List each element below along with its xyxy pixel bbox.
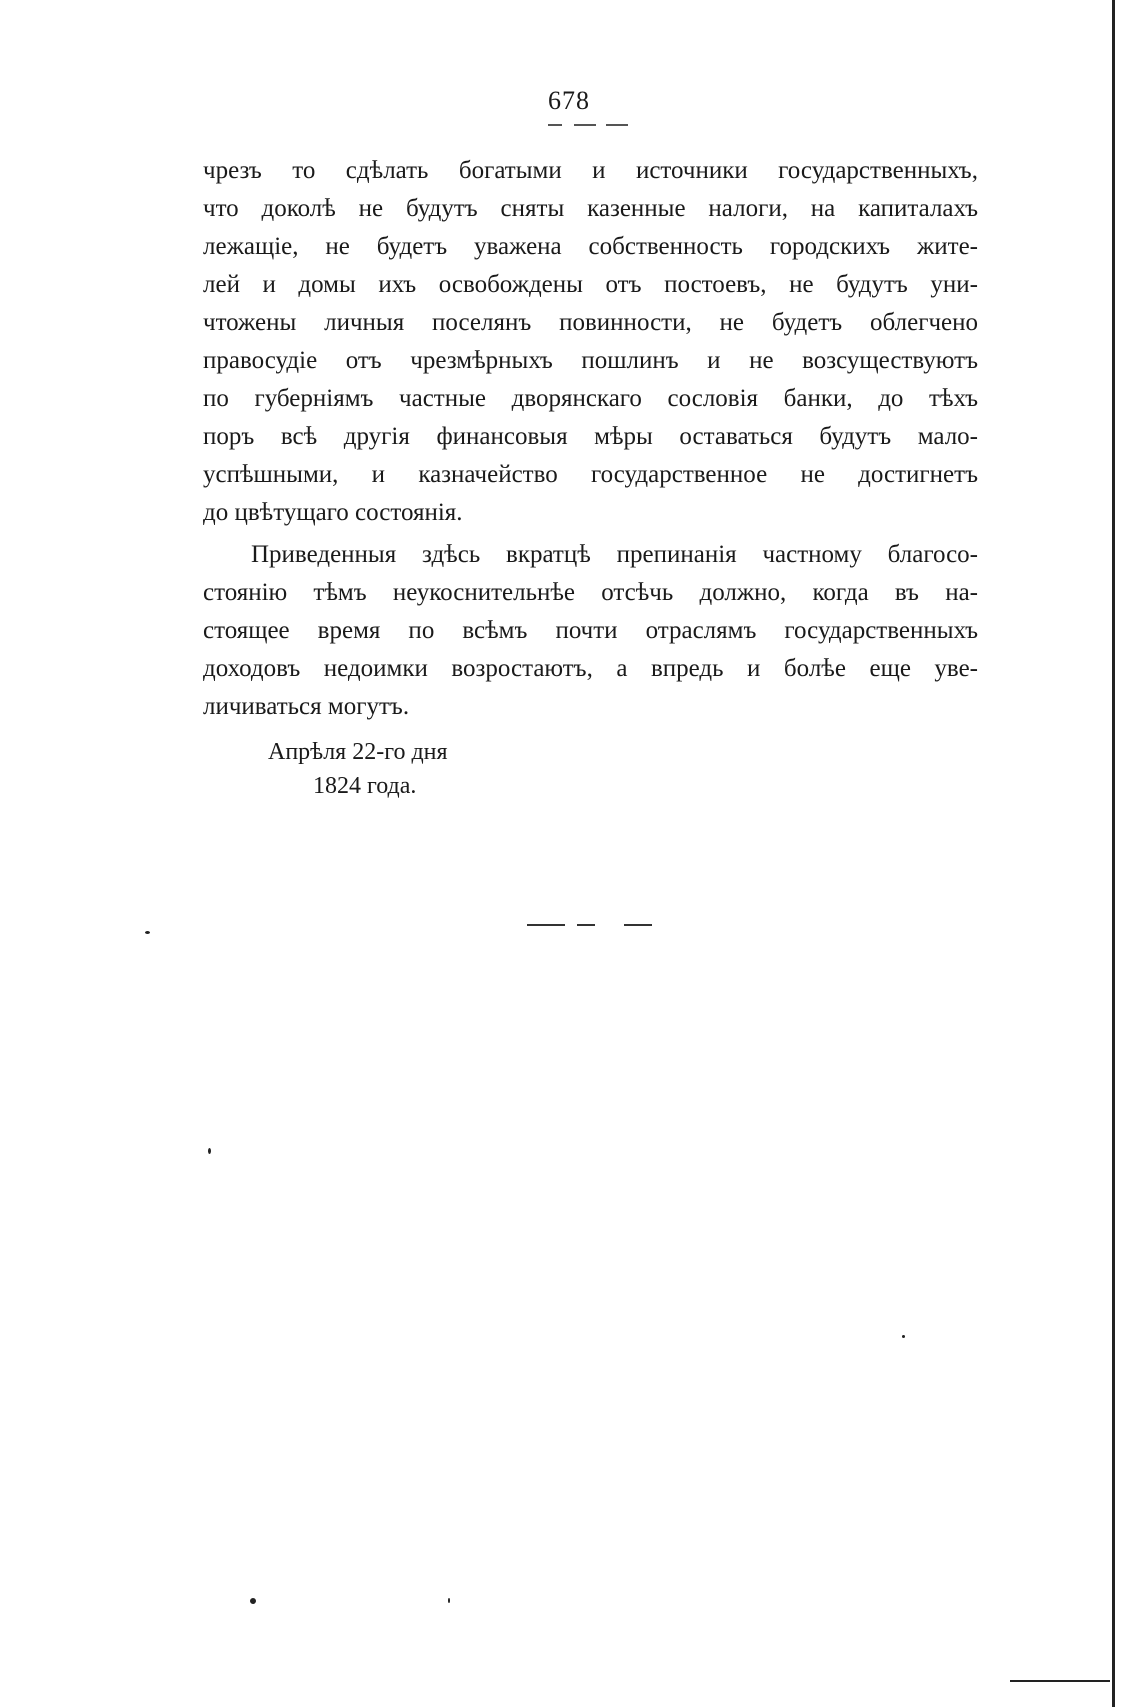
scan-speck — [1010, 1680, 1110, 1682]
end-rule — [577, 924, 595, 926]
scan-speck — [902, 1335, 905, 1338]
text-line: доходовъ недоимки возростаютъ, а впредь и болѣе еще уве- — [203, 655, 978, 682]
text-line: стоянію тѣмъ неукоснительнѣе отсѣчь должно, когда въ на- — [203, 579, 978, 606]
text-line: личиваться могутъ. — [203, 693, 410, 720]
scan-speck — [208, 1148, 211, 1154]
text-line: успѣшными, и казначейство государственное не достигнетъ — [203, 461, 978, 488]
text-line: до цвѣтущаго состоянія. — [203, 499, 463, 526]
text-line: лежащіе, не будетъ уважена собственность городскихъ жите- — [203, 233, 978, 260]
header-rule — [548, 124, 562, 126]
text-line: Приведенныя здѣсь вкратцѣ препинанія частному благосо- — [251, 541, 978, 568]
header-rule — [574, 124, 596, 126]
text-line: что доколѣ не будутъ сняты казенные налоги, на капиталахъ — [203, 195, 978, 222]
text-line: правосудіе отъ чрезмѣрныхъ пошлинъ и не возсуществуютъ — [203, 347, 978, 374]
text-line: чрезъ то сдѣлать богатыми и источники государственныхъ, — [203, 157, 978, 184]
paragraph-2 — [203, 536, 978, 726]
text-line: стоящее время по всѣмъ почти отраслямъ государственныхъ — [203, 617, 978, 644]
end-rule — [624, 924, 652, 926]
scan-speck — [448, 1598, 450, 1603]
text-line: лей и домы ихъ освобождены отъ постоевъ, не будутъ уни- — [203, 271, 978, 298]
year-line: 1824 года. — [313, 773, 417, 799]
header-rule — [606, 124, 628, 126]
scan-speck — [250, 1598, 256, 1604]
page-edge — [1112, 0, 1115, 1707]
paragraph-1 — [203, 152, 978, 532]
date-signature — [268, 735, 448, 803]
text-line: чтожены личныя поселянъ повинности, не будетъ облегчено — [203, 309, 978, 336]
scan-speck — [145, 931, 150, 934]
text-line: поръ всѣ другія финансовыя мѣры оставаться будутъ мало- — [203, 423, 978, 450]
end-rule — [527, 924, 565, 926]
page-number: 678 — [548, 86, 590, 115]
body-text — [203, 152, 978, 726]
date-line: Апрѣля 22-го дня — [268, 739, 448, 765]
text-line: по губерніямъ частные дворянскаго сословія банки, до тѣхъ — [203, 385, 978, 412]
